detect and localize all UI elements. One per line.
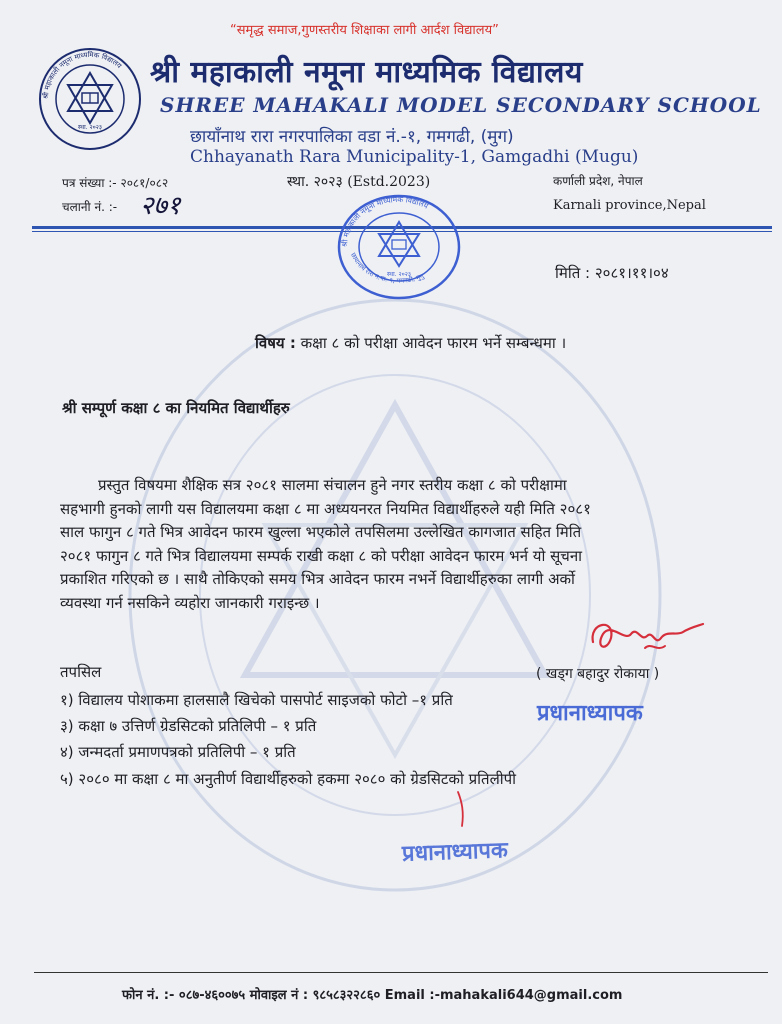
dispatch-number: २७१ — [140, 191, 181, 221]
address-nepali: छायाँनाथ रारा नगरपालिका वडा नं.-१, गमगढी, (मुग) — [190, 127, 514, 147]
stamp-ring-text: श्री महाकाली नमूना माध्यमिक विद्यालय — [339, 194, 430, 248]
body-line: व्यवस्था गर्न नसकिने व्यहोरा जानकारी गराइन्छ । — [60, 593, 320, 612]
established-year: स्था. २०२३ (Estd.2023) — [287, 174, 431, 190]
tapsil-item: ३) कक्षा ७ उत्तिर्ण ग्रेडसिटको प्रतिलिपी – १ प्रति — [60, 717, 317, 735]
svg-text:श्री महाकाली नमूना माध्यमिक वि — [41, 50, 124, 99]
logo-ring-text: श्री महाकाली नमूना माध्यमिक विद्यालय — [41, 50, 123, 100]
reference-number: पत्र संख्या :- २०८१/०८२ — [62, 176, 169, 190]
tapsil-item: १) विद्यालय पोशाकमा हालसालै खिचेको पासपोर्ट साइजको फोटो –१ प्रति — [60, 691, 453, 709]
dispatch-label: चलानी नं. :- — [62, 200, 118, 214]
headmaster-signature — [585, 612, 710, 662]
headmaster-stamp: प्रधानाध्यापक — [401, 838, 509, 867]
school-name-english: SHREE MAHAKALI MODEL SECONDARY SCHOOL — [160, 93, 762, 117]
body-line: सहभागी हुनको लागी यस विद्यालयमा कक्षा ८ मा अध्ययनरत नियमित विद्यार्थीहरुले यही मिति २०८१ — [60, 499, 591, 518]
subject-line — [255, 333, 566, 353]
logo-estd: स्था. २०२३ — [78, 124, 102, 131]
headmaster-title-stamp: प्रधानाध्यापक — [537, 701, 643, 726]
stamp-estd: स्था. २०२३ — [387, 271, 411, 278]
addressee: श्री सम्पूर्ण कक्षा ८ का नियमित विद्यार्थीहरु — [62, 399, 290, 417]
body-paragraph — [60, 474, 710, 615]
red-tick-mark — [452, 790, 472, 830]
address-english: Chhayanath Rara Municipality-1, Gamgadhi (Mugu) — [190, 147, 639, 167]
subject-text: कक्षा ८ को परीक्षा आवेदन फारम भर्ने सम्बन्धमा । — [300, 334, 567, 352]
body-line: प्रकाशित गरिएको छ । साथै तोकिएको समय भित्र आवेदन फारम नभर्ने विद्यार्थीहरुका लागी अर्को — [60, 570, 575, 588]
province-nepali: कर्णाली प्रदेश, नेपाल — [553, 174, 643, 188]
tapsil-item: ४) जन्मदर्ता प्रमाणपत्रको प्रतिलिपी – १ प्रति — [60, 743, 296, 761]
footer-rule — [34, 972, 768, 973]
letter-date: मिति : २०८१।११।०४ — [555, 264, 669, 282]
body-line: प्रस्तुत विषयमा शैक्षिक सत्र २०८१ सालमा संचालन हुने नगर स्तरीय कक्षा ८ को परीक्षामा — [98, 476, 567, 494]
subject-label: विषय : — [255, 334, 296, 352]
body-line: साल फागुन ८ गते भित्र आवेदन फारम खुल्ला भएकोले तपसिलमा उल्लेखित कागजात सहित मिति — [60, 523, 582, 541]
province-english: Karnali province,Nepal — [553, 198, 706, 213]
stamp-bottom-text: छायानाथ रारा न.पा.-१, गमगढी, मुगु — [349, 251, 425, 285]
office-stamp — [335, 192, 463, 302]
signatory-name: ( खड्ग बहादुर रोकाया ) — [536, 666, 660, 682]
school-logo — [36, 45, 144, 153]
school-name-nepali: श्री महाकाली नमूना माध्यमिक विद्यालय — [150, 55, 583, 90]
footer-contact: फोन नं. :- ०८७-४६००७५ मोवाइल नं : ९८५८३२२८६० Email :-mahakali644@gmail.com — [122, 988, 623, 1003]
school-motto: “समृद्ध समाज,गुणस्तरीय शिक्षाका लागी आर्दश विद्यालय” — [230, 23, 499, 38]
tapsil-heading: तपसिल — [60, 663, 102, 681]
tapsil-item: ५) २०८० मा कक्षा ८ मा अनुतीर्ण विद्यार्थीहरुको हकमा २०८० को ग्रेडसिटको प्रतिलीपी — [60, 770, 517, 788]
body-line: २०८१ फागुन ८ गते भित्र विद्यालयमा सम्पर्क राखी कक्षा ८ को परीक्षा आवेदन फारम भर्न यो सूचना — [60, 546, 583, 565]
